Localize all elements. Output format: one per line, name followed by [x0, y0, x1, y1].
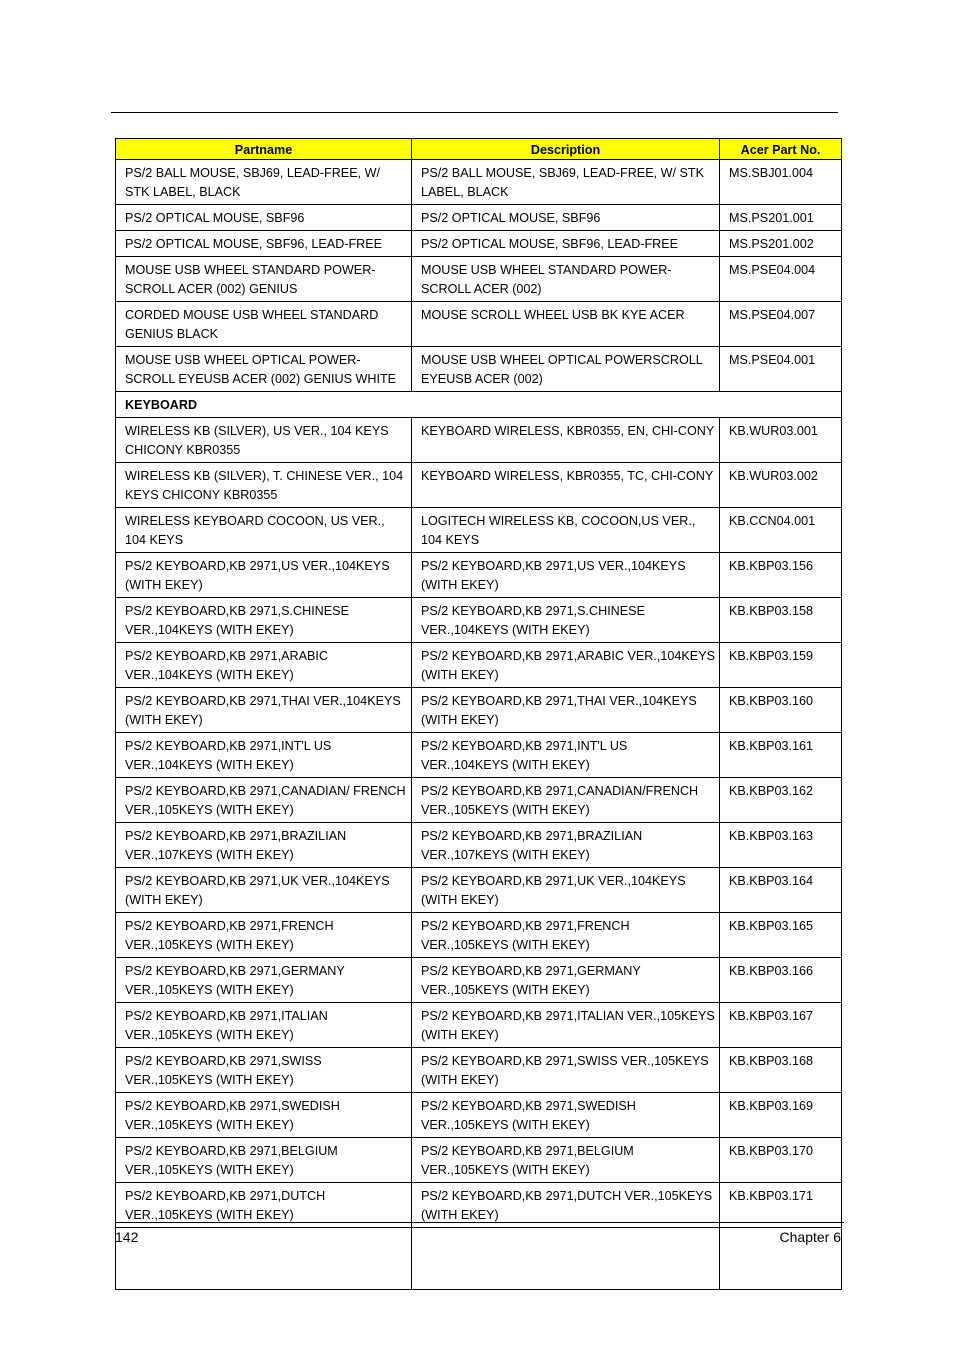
chapter-label: Chapter 6: [779, 1229, 841, 1245]
table-row: [116, 733, 842, 778]
part-number-cell: KB.KBP03.168: [720, 1048, 842, 1093]
part-number-cell: KB.KBP03.164: [720, 868, 842, 913]
part-number-cell: KB.KBP03.165: [720, 913, 842, 958]
partname-cell: PS/2 KEYBOARD,KB 2971,INT'L US VER.,104KEYS (WITH EKEY): [116, 733, 412, 778]
table-row: [116, 418, 842, 463]
partname-cell: PS/2 KEYBOARD,KB 2971,GERMANY VER.,105KEYS (WITH EKEY): [116, 958, 412, 1003]
partname-cell: MOUSE USB WHEEL STANDARD POWER-SCROLL ACER (002) GENIUS: [116, 257, 412, 302]
partname-cell: PS/2 OPTICAL MOUSE, SBF96, LEAD-FREE: [116, 231, 412, 257]
part-number-cell: MS.PS201.001: [720, 205, 842, 231]
description-cell: PS/2 KEYBOARD,KB 2971,US VER.,104KEYS (WITH EKEY): [412, 553, 720, 598]
part-number-cell: MS.PSE04.001: [720, 347, 842, 392]
column-header-description: Description: [412, 139, 720, 160]
table-row: [116, 868, 842, 913]
table-row: [116, 1183, 842, 1228]
description-cell: PS/2 KEYBOARD,KB 2971,BRAZILIAN VER.,107KEYS (WITH EKEY): [412, 823, 720, 868]
footer-rule: [115, 1222, 844, 1223]
partname-cell: PS/2 KEYBOARD,KB 2971,DUTCH VER.,105KEYS (WITH EKEY): [116, 1183, 412, 1228]
partname-cell: PS/2 KEYBOARD,KB 2971,THAI VER.,104KEYS (WITH EKEY): [116, 688, 412, 733]
table-row: [116, 643, 842, 688]
partname-cell: PS/2 KEYBOARD,KB 2971,ARABIC VER.,104KEYS (WITH EKEY): [116, 643, 412, 688]
description-cell: PS/2 OPTICAL MOUSE, SBF96: [412, 205, 720, 231]
partname-cell: [116, 1228, 412, 1290]
part-number-cell: MS.PSE04.004: [720, 257, 842, 302]
table-row: [116, 778, 842, 823]
partname-cell: WIRELESS KB (SILVER), US VER., 104 KEYS CHICONY KBR0355: [116, 418, 412, 463]
header-rule: [111, 112, 838, 113]
description-cell: LOGITECH WIRELESS KB, COCOON,US VER., 104 KEYS: [412, 508, 720, 553]
partname-cell: PS/2 KEYBOARD,KB 2971,CANADIAN/ FRENCH VER.,105KEYS (WITH EKEY): [116, 778, 412, 823]
partname-cell: PS/2 KEYBOARD,KB 2971,FRENCH VER.,105KEYS (WITH EKEY): [116, 913, 412, 958]
part-number-cell: MS.SBJ01.004: [720, 160, 842, 205]
table-row: [116, 1228, 842, 1290]
table-row: [116, 1093, 842, 1138]
table-row: [116, 823, 842, 868]
partname-cell: PS/2 KEYBOARD,KB 2971,S.CHINESE VER.,104KEYS (WITH EKEY): [116, 598, 412, 643]
table-row: [116, 302, 842, 347]
description-cell: PS/2 BALL MOUSE, SBJ69, LEAD-FREE, W/ STK LABEL, BLACK: [412, 160, 720, 205]
partname-cell: PS/2 KEYBOARD,KB 2971,ITALIAN VER.,105KEYS (WITH EKEY): [116, 1003, 412, 1048]
description-cell: PS/2 KEYBOARD,KB 2971,BELGIUM VER.,105KEYS (WITH EKEY): [412, 1138, 720, 1183]
description-cell: PS/2 KEYBOARD,KB 2971,S.CHINESE VER.,104KEYS (WITH EKEY): [412, 598, 720, 643]
partname-cell: WIRELESS KB (SILVER), T. CHINESE VER., 104 KEYS CHICONY KBR0355: [116, 463, 412, 508]
part-number-cell: KB.CCN04.001: [720, 508, 842, 553]
description-cell: PS/2 KEYBOARD,KB 2971,UK VER.,104KEYS (WITH EKEY): [412, 868, 720, 913]
table-row: [116, 688, 842, 733]
column-header-partname: Partname: [116, 139, 412, 160]
part-number-cell: KB.KBP03.163: [720, 823, 842, 868]
description-cell: PS/2 KEYBOARD,KB 2971,ITALIAN VER.,105KEYS (WITH EKEY): [412, 1003, 720, 1048]
description-cell: PS/2 KEYBOARD,KB 2971,ARABIC VER.,104KEYS (WITH EKEY): [412, 643, 720, 688]
part-number-cell: KB.KBP03.158: [720, 598, 842, 643]
table-row: [116, 205, 842, 231]
partname-cell: CORDED MOUSE USB WHEEL STANDARD GENIUS BLACK: [116, 302, 412, 347]
partname-cell: PS/2 BALL MOUSE, SBJ69, LEAD-FREE, W/ STK LABEL, BLACK: [116, 160, 412, 205]
table-header-row: [116, 139, 842, 160]
description-cell: MOUSE SCROLL WHEEL USB BK KYE ACER: [412, 302, 720, 347]
part-number-cell: KB.WUR03.001: [720, 418, 842, 463]
part-number-cell: KB.KBP03.171: [720, 1183, 842, 1228]
description-cell: PS/2 KEYBOARD,KB 2971,FRENCH VER.,105KEYS (WITH EKEY): [412, 913, 720, 958]
table-row: [116, 1003, 842, 1048]
part-number-cell: KB.KBP03.170: [720, 1138, 842, 1183]
partname-cell: PS/2 KEYBOARD,KB 2971,BRAZILIAN VER.,107KEYS (WITH EKEY): [116, 823, 412, 868]
partname-cell: PS/2 OPTICAL MOUSE, SBF96: [116, 205, 412, 231]
parts-table: [115, 138, 842, 1290]
table-row: [116, 553, 842, 598]
description-cell: KEYBOARD WIRELESS, KBR0355, EN, CHI-CONY: [412, 418, 720, 463]
table-row: [116, 257, 842, 302]
description-cell: MOUSE USB WHEEL STANDARD POWER-SCROLL ACER (002): [412, 257, 720, 302]
part-number-cell: KB.KBP03.160: [720, 688, 842, 733]
part-number-cell: KB.KBP03.156: [720, 553, 842, 598]
column-header-part-no: Acer Part No.: [720, 139, 842, 160]
table-row: [116, 1048, 842, 1093]
part-number-cell: KB.KBP03.166: [720, 958, 842, 1003]
part-number-cell: KB.WUR03.002: [720, 463, 842, 508]
description-cell: PS/2 KEYBOARD,KB 2971,SWEDISH VER.,105KEYS (WITH EKEY): [412, 1093, 720, 1138]
table-row: [116, 598, 842, 643]
table-row: [116, 508, 842, 553]
description-cell: PS/2 KEYBOARD,KB 2971,CANADIAN/FRENCH VER.,105KEYS (WITH EKEY): [412, 778, 720, 823]
part-number-cell: MS.PSE04.007: [720, 302, 842, 347]
table-row: [116, 231, 842, 257]
partname-cell: PS/2 KEYBOARD,KB 2971,SWISS VER.,105KEYS (WITH EKEY): [116, 1048, 412, 1093]
table-row: [116, 958, 842, 1003]
table-row: [116, 913, 842, 958]
partname-cell: MOUSE USB WHEEL OPTICAL POWER-SCROLL EYEUSB ACER (002) GENIUS WHITE: [116, 347, 412, 392]
part-number-cell: KB.KBP03.161: [720, 733, 842, 778]
table-row: [116, 463, 842, 508]
description-cell: [412, 1228, 720, 1290]
description-cell: PS/2 KEYBOARD,KB 2971,THAI VER.,104KEYS (WITH EKEY): [412, 688, 720, 733]
description-cell: PS/2 KEYBOARD,KB 2971,GERMANY VER.,105KEYS (WITH EKEY): [412, 958, 720, 1003]
description-cell: PS/2 KEYBOARD,KB 2971,DUTCH VER.,105KEYS (WITH EKEY): [412, 1183, 720, 1228]
description-cell: PS/2 OPTICAL MOUSE, SBF96, LEAD-FREE: [412, 231, 720, 257]
part-number-cell: KB.KBP03.159: [720, 643, 842, 688]
table-row: [116, 347, 842, 392]
part-number-cell: MS.PS201.002: [720, 231, 842, 257]
description-cell: KEYBOARD WIRELESS, KBR0355, TC, CHI-CONY: [412, 463, 720, 508]
partname-cell: WIRELESS KEYBOARD COCOON, US VER., 104 KEYS: [116, 508, 412, 553]
description-cell: PS/2 KEYBOARD,KB 2971,SWISS VER.,105KEYS (WITH EKEY): [412, 1048, 720, 1093]
table-row: [116, 1138, 842, 1183]
partname-cell: PS/2 KEYBOARD,KB 2971,US VER.,104KEYS (WITH EKEY): [116, 553, 412, 598]
part-number-cell: KB.KBP03.167: [720, 1003, 842, 1048]
partname-cell: PS/2 KEYBOARD,KB 2971,BELGIUM VER.,105KEYS (WITH EKEY): [116, 1138, 412, 1183]
part-number-cell: KB.KBP03.162: [720, 778, 842, 823]
section-row-keyboard: [116, 392, 842, 418]
partname-cell: PS/2 KEYBOARD,KB 2971,SWEDISH VER.,105KEYS (WITH EKEY): [116, 1093, 412, 1138]
section-label: KEYBOARD: [116, 392, 842, 418]
page-number: 142: [115, 1229, 139, 1245]
part-number-cell: KB.KBP03.169: [720, 1093, 842, 1138]
table-row: [116, 160, 842, 205]
description-cell: MOUSE USB WHEEL OPTICAL POWERSCROLL EYEUSB ACER (002): [412, 347, 720, 392]
partname-cell: PS/2 KEYBOARD,KB 2971,UK VER.,104KEYS (WITH EKEY): [116, 868, 412, 913]
description-cell: PS/2 KEYBOARD,KB 2971,INT'L US VER.,104KEYS (WITH EKEY): [412, 733, 720, 778]
